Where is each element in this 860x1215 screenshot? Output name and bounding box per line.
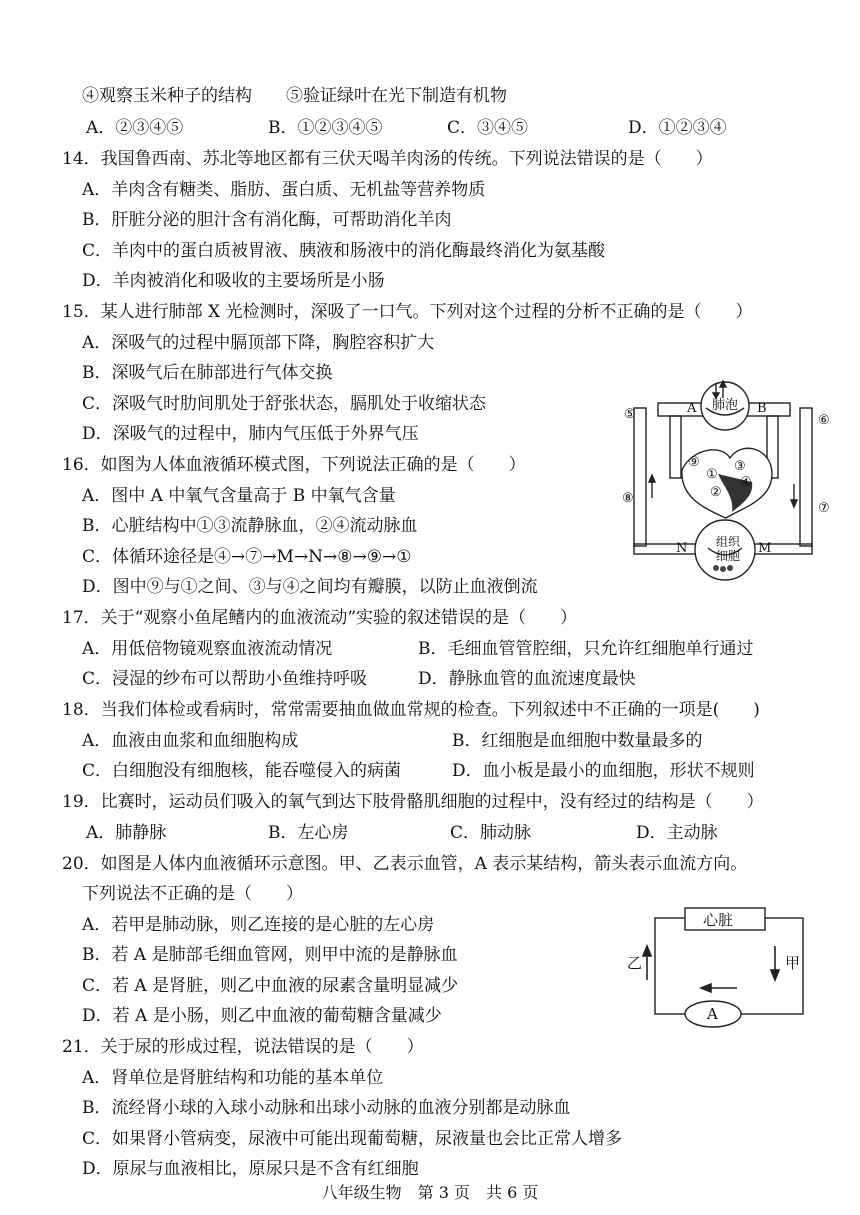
- q15-option-d: D．深吸气的过程中，肺内气压低于外界气压: [82, 424, 419, 444]
- q17-option-a: A．用低倍物镜观察血液流动情况: [82, 639, 333, 659]
- label-3: ③: [734, 459, 746, 474]
- q14-stem: 14．我国鲁西南、苏北等地区都有三伏天喝羊肉汤的传统。下列说法错误的是（ ）: [62, 149, 713, 169]
- structure-A-label: A: [707, 1005, 718, 1023]
- circulation-loop-diagram: [625, 904, 815, 1032]
- q21-option-c: C．如果肾小管病变，尿液中可能出现葡萄糖，尿液量也会比正常人增多: [82, 1129, 623, 1149]
- q20-stem: 20．如图是人体内血液循环示意图。甲、乙表示血管，A 表示某结构，箭头表示血流方向。: [62, 854, 748, 874]
- q16-option-d: D．图中⑨与①之间、③与④之间均有瓣膜，以防止血液倒流: [82, 577, 538, 597]
- q21-option-b: B．流经肾小球的入球小动脉和出球小动脉的血液分别都是动脉血: [82, 1098, 571, 1118]
- q15-option-b: B．深吸气后在肺部进行气体交换: [82, 363, 333, 383]
- vessel-jia-label: 甲: [785, 954, 801, 972]
- q16-option-b: B．心脏结构中①③流静脉血，②④流动脉血: [82, 516, 418, 536]
- label-2: ②: [710, 485, 722, 500]
- q14-option-c: C．羊肉中的蛋白质被胃液、胰液和肠液中的消化酶最终消化为氨基酸: [82, 241, 606, 261]
- q19-stem: 19．比赛时，运动员们吸入的氧气到达下肢骨骼肌细胞的过程中，没有经过的结构是（ ）: [62, 792, 764, 812]
- q20-option-d: D．若 A 是小肠，则乙中血液的葡萄糖含量减少: [82, 1006, 442, 1026]
- vessel-yi-label: 乙: [627, 954, 643, 972]
- q14-option-a: A．羊肉含有糖类、脂肪、蛋白质、无机盐等营养物质: [82, 180, 486, 200]
- q17-option-b: B．毛细血管管腔细，只允许红细胞单行通过: [418, 639, 754, 659]
- q18-option-d: D．血小板是最小的血细胞，形状不规则: [452, 761, 755, 781]
- q16-stem: 16．如图为人体血液循环模式图，下列说法正确的是（ ）: [62, 455, 526, 475]
- q19-option-c: C．肺动脉: [450, 823, 532, 843]
- q14-option-b: B．肝脏分泌的胆汁含有消化酶，可帮助消化羊肉: [82, 210, 452, 230]
- q18-option-b: B．红细胞是血细胞中数量最多的: [452, 731, 703, 751]
- q20-option-c: C．若 A 是肾脏，则乙中血液的尿素含量明显减少: [82, 976, 459, 996]
- q19-option-b: B．左心房: [268, 823, 349, 843]
- q17-option-c: C．浸湿的纱布可以帮助小鱼维持呼吸: [82, 669, 368, 689]
- q17-option-d: D．静脉血管的血流速度最快: [418, 669, 636, 689]
- q21-stem: 21．关于尿的形成过程，说法错误的是（ ）: [62, 1037, 424, 1057]
- label-9: ⑨: [688, 455, 700, 470]
- q14-option-d: D．羊肉被消化和吸收的主要场所是小肠: [82, 271, 385, 291]
- q13-option-d: D．①②③④: [628, 118, 727, 138]
- q15-option-a: A．深吸气的过程中膈顶部下降，胸腔容积扩大: [82, 333, 435, 353]
- q18-option-c: C．白细胞没有细胞核，能吞噬侵入的病菌: [82, 761, 402, 781]
- q15-option-c: C．深吸气时肋间肌处于舒张状态，膈肌处于收缩状态: [82, 394, 487, 414]
- heart-label: 心脏: [703, 911, 734, 929]
- alveoli-label: 肺泡: [712, 398, 739, 413]
- label-7: ⑦: [818, 501, 830, 516]
- q21-option-d: D．原尿与血液相比，原尿只是不含有红细胞: [82, 1159, 419, 1179]
- label-A: A: [687, 401, 697, 416]
- q13-option-b: B．①②③④⑤: [268, 118, 383, 138]
- circulation-diagram: [622, 378, 838, 586]
- label-8: ⑧: [622, 491, 634, 506]
- tissue-label-2: 细胞: [716, 549, 741, 563]
- q16-option-a: A．图中 A 中氧气含量高于 B 中氧气含量: [82, 486, 396, 506]
- q20-option-b: B．若 A 是肺部毛细血管网，则甲中流的是静脉血: [82, 945, 458, 965]
- q19-option-a: A．肺静脉: [86, 823, 167, 843]
- q21-option-a: A．肾单位是肾脏结构和功能的基本单位: [82, 1068, 384, 1088]
- tissue-label-1: 组织: [716, 535, 741, 549]
- q19-option-d: D．主动脉: [636, 823, 718, 843]
- q20-option-a: A．若甲是肺动脉，则乙连接的是心脏的左心房: [82, 915, 435, 935]
- label-N: N: [676, 541, 688, 556]
- q16-option-c: C．体循环途径是④→⑦→M→N→⑧→⑨→①: [82, 547, 412, 567]
- label-5: ⑤: [624, 407, 636, 422]
- q13-items-line: ④观察玉米种子的结构 ⑤验证绿叶在光下制造有机物: [82, 86, 507, 106]
- label-B: B: [757, 401, 767, 416]
- tissue-cells: [713, 565, 733, 572]
- label-4: ④: [740, 475, 752, 490]
- q15-stem: 15．某人进行肺部 X 光检测时，深吸了一口气。下列对这个过程的分析不正确的是（ ）: [62, 302, 753, 322]
- q13-option-c: C．③④⑤: [447, 118, 529, 138]
- q18-stem: 18．当我们体检或看病时，常常需要抽血做血常规的检查。下列叙述中不正确的一项是( ): [62, 700, 760, 720]
- q17-stem: 17．关于“观察小鱼尾鳍内的血液流动”实验的叙述错误的是（ ）: [62, 608, 578, 628]
- label-1: ①: [706, 467, 718, 482]
- q20-stem-cont: 下列说法不正确的是（ ）: [82, 884, 303, 904]
- label-6: ⑥: [818, 413, 830, 428]
- q18-option-a: A．血液由血浆和血细胞构成: [82, 731, 299, 751]
- q13-option-a: A．②③④⑤: [86, 118, 184, 138]
- page-footer: 八年级生物 第 3 页 共 6 页: [321, 1183, 539, 1202]
- label-M: M: [758, 541, 772, 556]
